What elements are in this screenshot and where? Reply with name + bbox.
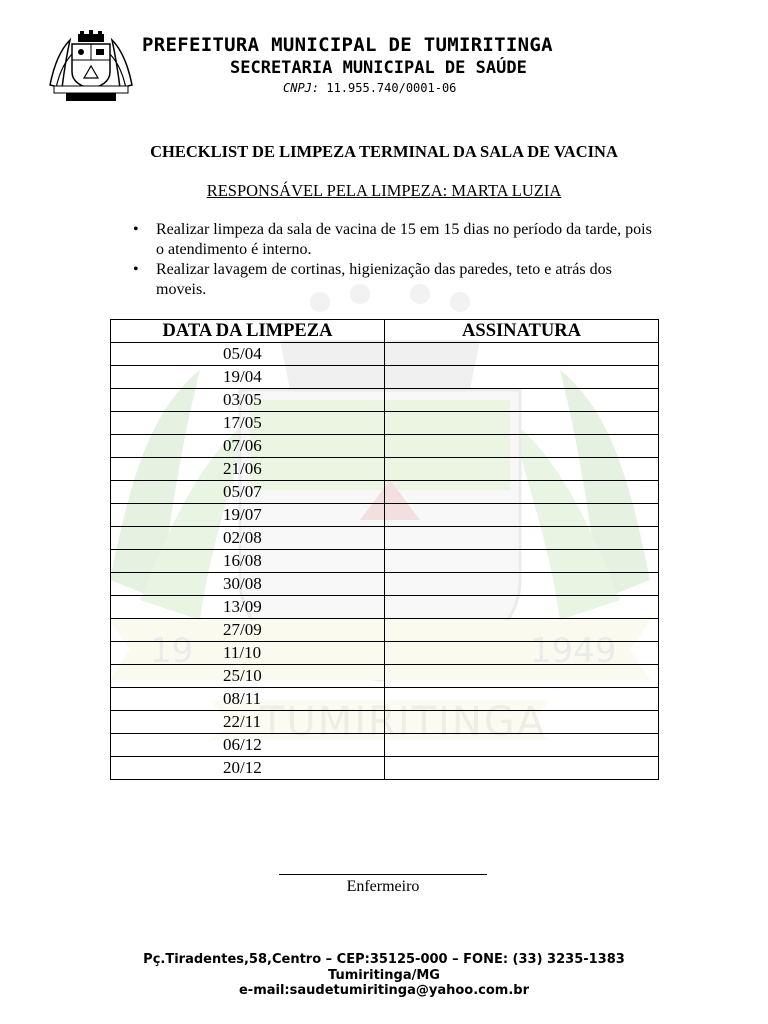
svg-text:19: 19 [150,631,194,671]
table-row [111,412,659,435]
signature-cell [385,504,659,527]
signature-cell [385,573,659,596]
table-row [111,550,659,573]
signature-cell [385,642,659,665]
table-row [111,734,659,757]
signature-cell [385,458,659,481]
date-cell: 06/12 [111,734,385,757]
signature-label: Enfermeiro [346,878,420,895]
department-name: SECRETARIA MUNICIPAL DE SAÚDE [230,58,527,78]
date-cell: 08/11 [111,688,385,711]
table-row [111,757,659,780]
date-cell: 19/04 [111,366,385,389]
signature-cell [385,527,659,550]
footer-email: e-mail:saudetumiritinga@yahoo.com.br [238,983,529,998]
cnpj-label: CNPJ: [283,81,320,95]
table-row [111,619,659,642]
bullet-icon: • [133,261,139,278]
date-cell: 11/10 [111,642,385,665]
cleaning-log-table [110,319,659,780]
table-row [111,389,659,412]
cnpj-value: 11.955.740/0001-06 [326,81,457,95]
date-cell: 22/11 [111,711,385,734]
table-row [111,481,659,504]
signature-cell [385,688,659,711]
signature-cell [385,711,659,734]
instruction-item [133,220,653,260]
signature-cell [385,550,659,573]
date-cell: 02/08 [111,527,385,550]
table-header-row [111,320,659,343]
svg-text:1949: 1949 [530,631,617,671]
date-cell: 27/09 [111,619,385,642]
footer-address: Pç.Tiradentes,58,Centro – CEP:35125-000 – FONE: (33) 3235-1383 [143,952,625,967]
date-cell: 03/05 [111,389,385,412]
organization-name: PREFEITURA MUNICIPAL DE TUMIRITINGA [142,34,553,56]
date-cell: 30/08 [111,573,385,596]
date-cell: 17/05 [111,412,385,435]
signature-line [279,874,487,875]
table-row [111,642,659,665]
signature-cell [385,619,659,642]
date-cell: 13/09 [111,596,385,619]
page-footer [0,952,768,999]
table-row [111,688,659,711]
column-header-signature: ASSINATURA [385,320,659,343]
table-row [111,343,659,366]
table-row [111,665,659,688]
date-cell: 05/04 [111,343,385,366]
date-cell: 19/07 [111,504,385,527]
table-row [111,435,659,458]
table-row [111,711,659,734]
signature-cell [385,757,659,780]
municipal-coat-of-arms-logo [46,30,136,102]
date-cell: 25/10 [111,665,385,688]
signature-cell [385,481,659,504]
signature-cell [385,596,659,619]
cnpj-line [283,81,456,95]
date-cell: 05/07 [111,481,385,504]
table-row [111,527,659,550]
signature-cell [385,734,659,757]
date-cell: 16/08 [111,550,385,573]
table-row [111,596,659,619]
footer-city: Tumiritinga/MG [328,967,440,983]
signature-cell [385,665,659,688]
svg-text:TUMIRITINGA: TUMIRITINGA [260,699,547,740]
table-row [111,458,659,481]
signature-cell [385,343,659,366]
instruction-text: Realizar limpeza da sala de vacina de 15 em 15 dias no período da tarde, pois o atendimento é interno. [156,221,652,258]
document-title: CHECKLIST DE LIMPEZA TERMINAL DA SALA DE VACINA [150,142,618,161]
table-row [111,573,659,596]
signature-cell [385,366,659,389]
table-row [111,366,659,389]
table-row [111,504,659,527]
date-cell: 20/12 [111,757,385,780]
responsible-line: RESPONSÁVEL PELA LIMPEZA: MARTA LUZIA [206,181,562,200]
signature-cell [385,435,659,458]
bullet-icon: • [133,221,139,238]
column-header-date: DATA DA LIMPEZA [111,320,385,343]
date-cell: 21/06 [111,458,385,481]
instruction-text: Realizar lavagem de cortinas, higienização das paredes, teto e atrás dos moveis. [156,261,612,298]
signature-cell [385,412,659,435]
signature-cell [385,389,659,412]
date-cell: 07/06 [111,435,385,458]
instructions-list [133,220,653,300]
instruction-item [133,260,653,300]
